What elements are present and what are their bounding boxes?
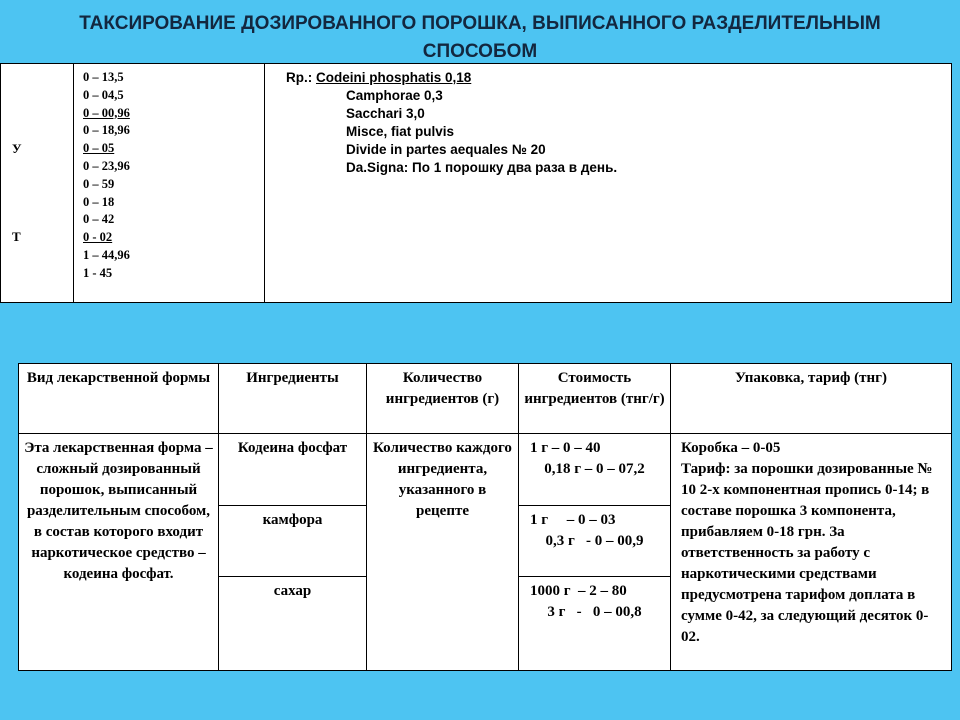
recipe-line: Misce, fiat pulvis [346, 124, 455, 139]
header-dosage-form: Вид лекарственной формы [18, 363, 219, 434]
ingredient-codeine-cell: Кодеина фосфат [218, 433, 367, 506]
recipe-first-item: Codeini phosphatis 0,18 [316, 70, 472, 85]
recipe-line: Sacchari 3,0 [346, 106, 425, 121]
tariff-line: 0 - 02 [83, 230, 113, 245]
tariff-line: 0 – 00,96 [83, 105, 130, 120]
slide-title-line-1: ТАКСИРОВАНИЕ ДОЗИРОВАННОГО ПОРОШКА, ВЫПИСАННОГО РАЗДЕЛИТЕЛЬНЫМ [79, 13, 881, 34]
header-packaging-tariff: Упаковка, тариф (тнг) [670, 363, 952, 434]
slide-title-line-2: СПОСОБОМ [422, 41, 538, 62]
recipe-signa-line: Da.Signa: По 1 порошку два раза в день. [346, 160, 618, 175]
tariff-line: 0 – 05 [83, 141, 115, 156]
tariff-line: 0 – 18,96 [83, 123, 130, 138]
tariff-line: 1 - 45 [83, 265, 113, 280]
packaging-box-cost: Коробка – 0-05 [681, 440, 781, 456]
header-ingredients: Ингредиенты [218, 363, 367, 434]
quantity-note-cell: Количество каждого ингредиента, указанного в рецепте [366, 433, 519, 671]
tariff-line: 0 – 18 [83, 194, 115, 209]
letter-t: Т [12, 229, 21, 244]
cost-per-dose: 0,18 г – 0 – 07,2 [544, 461, 645, 477]
letter-u: У [12, 141, 22, 156]
recipe-line-1 [286, 69, 951, 87]
form-description-cell: Эта лекарственная форма – сложный дозированный порошок, выписанный разделительным способом, в состав которого входит наркотическое средство – кодеина фосфат. [18, 433, 219, 671]
tariff-line: 0 – 13,5 [83, 70, 124, 84]
cost-per-gram: 1000 г – 2 – 80 [530, 583, 627, 599]
tariff-line: 0 – 42 [83, 212, 115, 227]
tariff-values-column [74, 64, 265, 302]
cost-per-gram: 1 г – 0 – 03 [530, 512, 616, 528]
cost-codeine-cell [518, 433, 671, 506]
tariff-letters-column [1, 64, 74, 302]
recipe-column [265, 64, 951, 302]
recipe-prefix: Rp.: [286, 70, 316, 85]
header-cost: Стоимость ингредиентов (тнг/г) [518, 363, 671, 434]
ingredient-camphor-cell: камфора [218, 505, 367, 577]
tariff-line: 0 – 04,5 [83, 87, 124, 102]
cost-sugar-cell [518, 576, 671, 671]
cost-camphor-cell [518, 505, 671, 577]
cost-per-gram: 1 г – 0 – 40 [530, 440, 601, 456]
packaging-tariff-cell [670, 433, 952, 671]
recipe-line: Divide in partes aequales № 20 [346, 142, 546, 157]
cost-per-dose: 3 г - 0 – 00,8 [547, 604, 642, 620]
cost-per-dose: 0,3 г - 0 – 00,9 [545, 533, 644, 549]
tariff-recipe-box [0, 63, 952, 303]
tariff-line: 0 – 23,96 [83, 158, 130, 173]
tariff-line: 1 – 44,96 [83, 247, 130, 262]
packaging-tariff-text: Тариф: за порошки дозированные № 10 2-х компонентная пропись 0-14; в составе порошка 3 компонента, прибавляем 0-18 грн. За ответственность за работу с наркотическими средствами предусмотрена тарифом доплата в сумме 0-42, за следующий десяток 0-02. [681, 461, 933, 645]
recipe-line: Camphorae 0,3 [346, 88, 443, 103]
ingredient-sugar-cell: сахар [218, 576, 367, 671]
header-quantity: Количество ингредиентов (г) [366, 363, 519, 434]
tariff-line: 0 – 59 [83, 176, 115, 191]
slide-title [0, 10, 960, 66]
